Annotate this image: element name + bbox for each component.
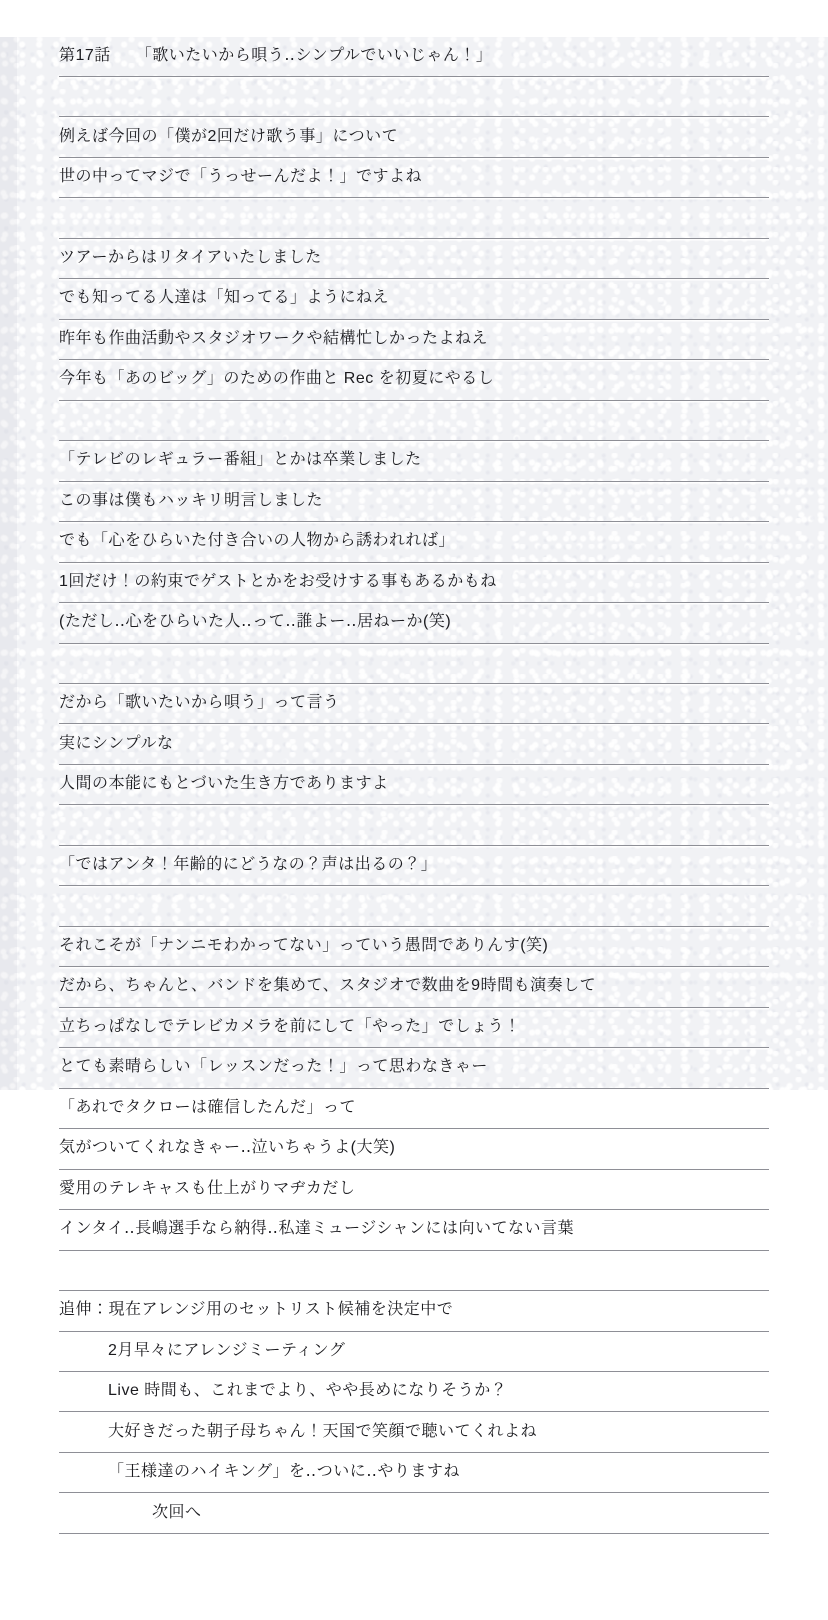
line-text: 2月早々にアレンジミーティング: [108, 1341, 346, 1359]
line-text: 大好きだった朝子母ちゃん！天国で笑顔で聴いてくれよね: [108, 1422, 538, 1440]
diary-text-row: [59, 482, 769, 522]
diary-empty-row: [59, 77, 769, 117]
diary-text-row: [59, 1412, 769, 1452]
diary-text-row: [59, 279, 769, 319]
diary-text-row: [59, 239, 769, 279]
diary-text-row: [59, 1170, 769, 1210]
diary-text-row: [59, 603, 769, 643]
diary-empty-row: [59, 805, 769, 845]
line-text: とても素晴らしい「レッスンだった！」って思わなきゃー: [59, 1058, 488, 1076]
page-title: 第17話 「歌いたいから唄う‥シンプルでいいじゃん！」: [59, 46, 493, 64]
diary-text-row: [59, 37, 769, 77]
diary-empty-row: [59, 1251, 769, 1291]
line-text: 人間の本能にもとづいた生き方でありますよ: [59, 775, 389, 793]
diary-empty-row: [59, 886, 769, 926]
diary-text-row: [59, 1453, 769, 1493]
diary-text-row: [59, 765, 769, 805]
diary-text-row: [59, 724, 769, 764]
line-text: 1回だけ！の約束でゲストとかをお受けする事もあるかもね: [59, 572, 497, 590]
line-text: 愛用のテレキャスも仕上がりマヂカだし: [59, 1179, 356, 1197]
diary-empty-row: [59, 198, 769, 238]
diary-text-row: [59, 1493, 769, 1533]
line-text: 「王様達のハイキング」を‥ついに‥やりますね: [108, 1463, 460, 1481]
diary-text-row: [59, 967, 769, 1007]
diary-empty-row: [59, 401, 769, 441]
diary-text-row: [59, 158, 769, 198]
diary-text-row: [59, 441, 769, 481]
line-text: 例えば今回の「僕が2回だけ歌う事」について: [59, 127, 399, 145]
line-text: だから、ちゃんと、バンドを集めて、スタジオで数曲を9時間も演奏して: [59, 977, 597, 995]
diary-text-row: [59, 1210, 769, 1250]
line-text: それこそが「ナンニモわかってない」っていう愚問でありんす(笑): [59, 936, 549, 954]
diary-text-row: [59, 117, 769, 157]
diary-text-row: [59, 684, 769, 724]
line-text: でも「心をひらいた付き合いの人物から誘われれば」: [59, 532, 456, 550]
diary-text-row: [59, 320, 769, 360]
line-text: インタイ‥長嶋選手なら納得‥私達ミュージシャンには向いてない言葉: [59, 1220, 575, 1238]
diary-text-row: [59, 522, 769, 562]
line-text: 「ではアンタ！年齢的にどうなの？声は出るの？」: [59, 856, 438, 874]
line-text: Live 時間も、これまでより、やや長めになりそうか？: [108, 1382, 508, 1400]
line-text: 世の中ってマジで「うっせーんだよ！」ですよね: [59, 168, 423, 186]
line-text: 今年も「あのビッグ」のための作曲と Rec を初夏にやるし: [59, 370, 495, 388]
line-text: (ただし‥心をひらいた人‥って‥誰よー‥居ねーか(笑): [59, 613, 452, 631]
line-text: 昨年も作曲活動やスタジオワークや結構忙しかったよねえ: [59, 329, 489, 347]
diary-sheet: [59, 37, 769, 1534]
diary-text-row: [59, 360, 769, 400]
diary-text-row: [59, 1008, 769, 1048]
line-text: 立ちっぱなしでテレビカメラを前にして「やった」でしょう！: [59, 1017, 521, 1035]
diary-text-row: [59, 1089, 769, 1129]
line-text: 追伸：現在アレンジ用のセットリスト候補を決定中で: [59, 1301, 454, 1319]
diary-text-row: [59, 1332, 769, 1372]
line-text: だから「歌いたいから唄う」って言う: [59, 694, 340, 712]
diary-text-row: [59, 563, 769, 603]
line-text: 「テレビのレギュラー番組」とかは卒業しました: [59, 451, 422, 469]
diary-empty-row: [59, 644, 769, 684]
line-text: ツアーからはリタイアいたしました: [59, 248, 322, 266]
diary-text-row: [59, 1372, 769, 1412]
diary-text-row: [59, 927, 769, 967]
diary-text-row: [59, 1048, 769, 1088]
line-text: でも知ってる人達は「知ってる」ようにねえ: [59, 289, 390, 307]
line-text: 「あれでタクローは確信したんだ」って: [59, 1098, 357, 1116]
line-text: 気がついてくれなきゃー‥泣いちゃうよ(大笑): [59, 1139, 396, 1157]
line-text: この事は僕もハッキリ明言しました: [59, 491, 324, 509]
line-text: 実にシンプルな: [59, 734, 174, 752]
line-text: 次回へ: [152, 1503, 202, 1521]
diary-text-row: [59, 1291, 769, 1331]
diary-text-row: [59, 1129, 769, 1169]
diary-text-row: [59, 846, 769, 886]
